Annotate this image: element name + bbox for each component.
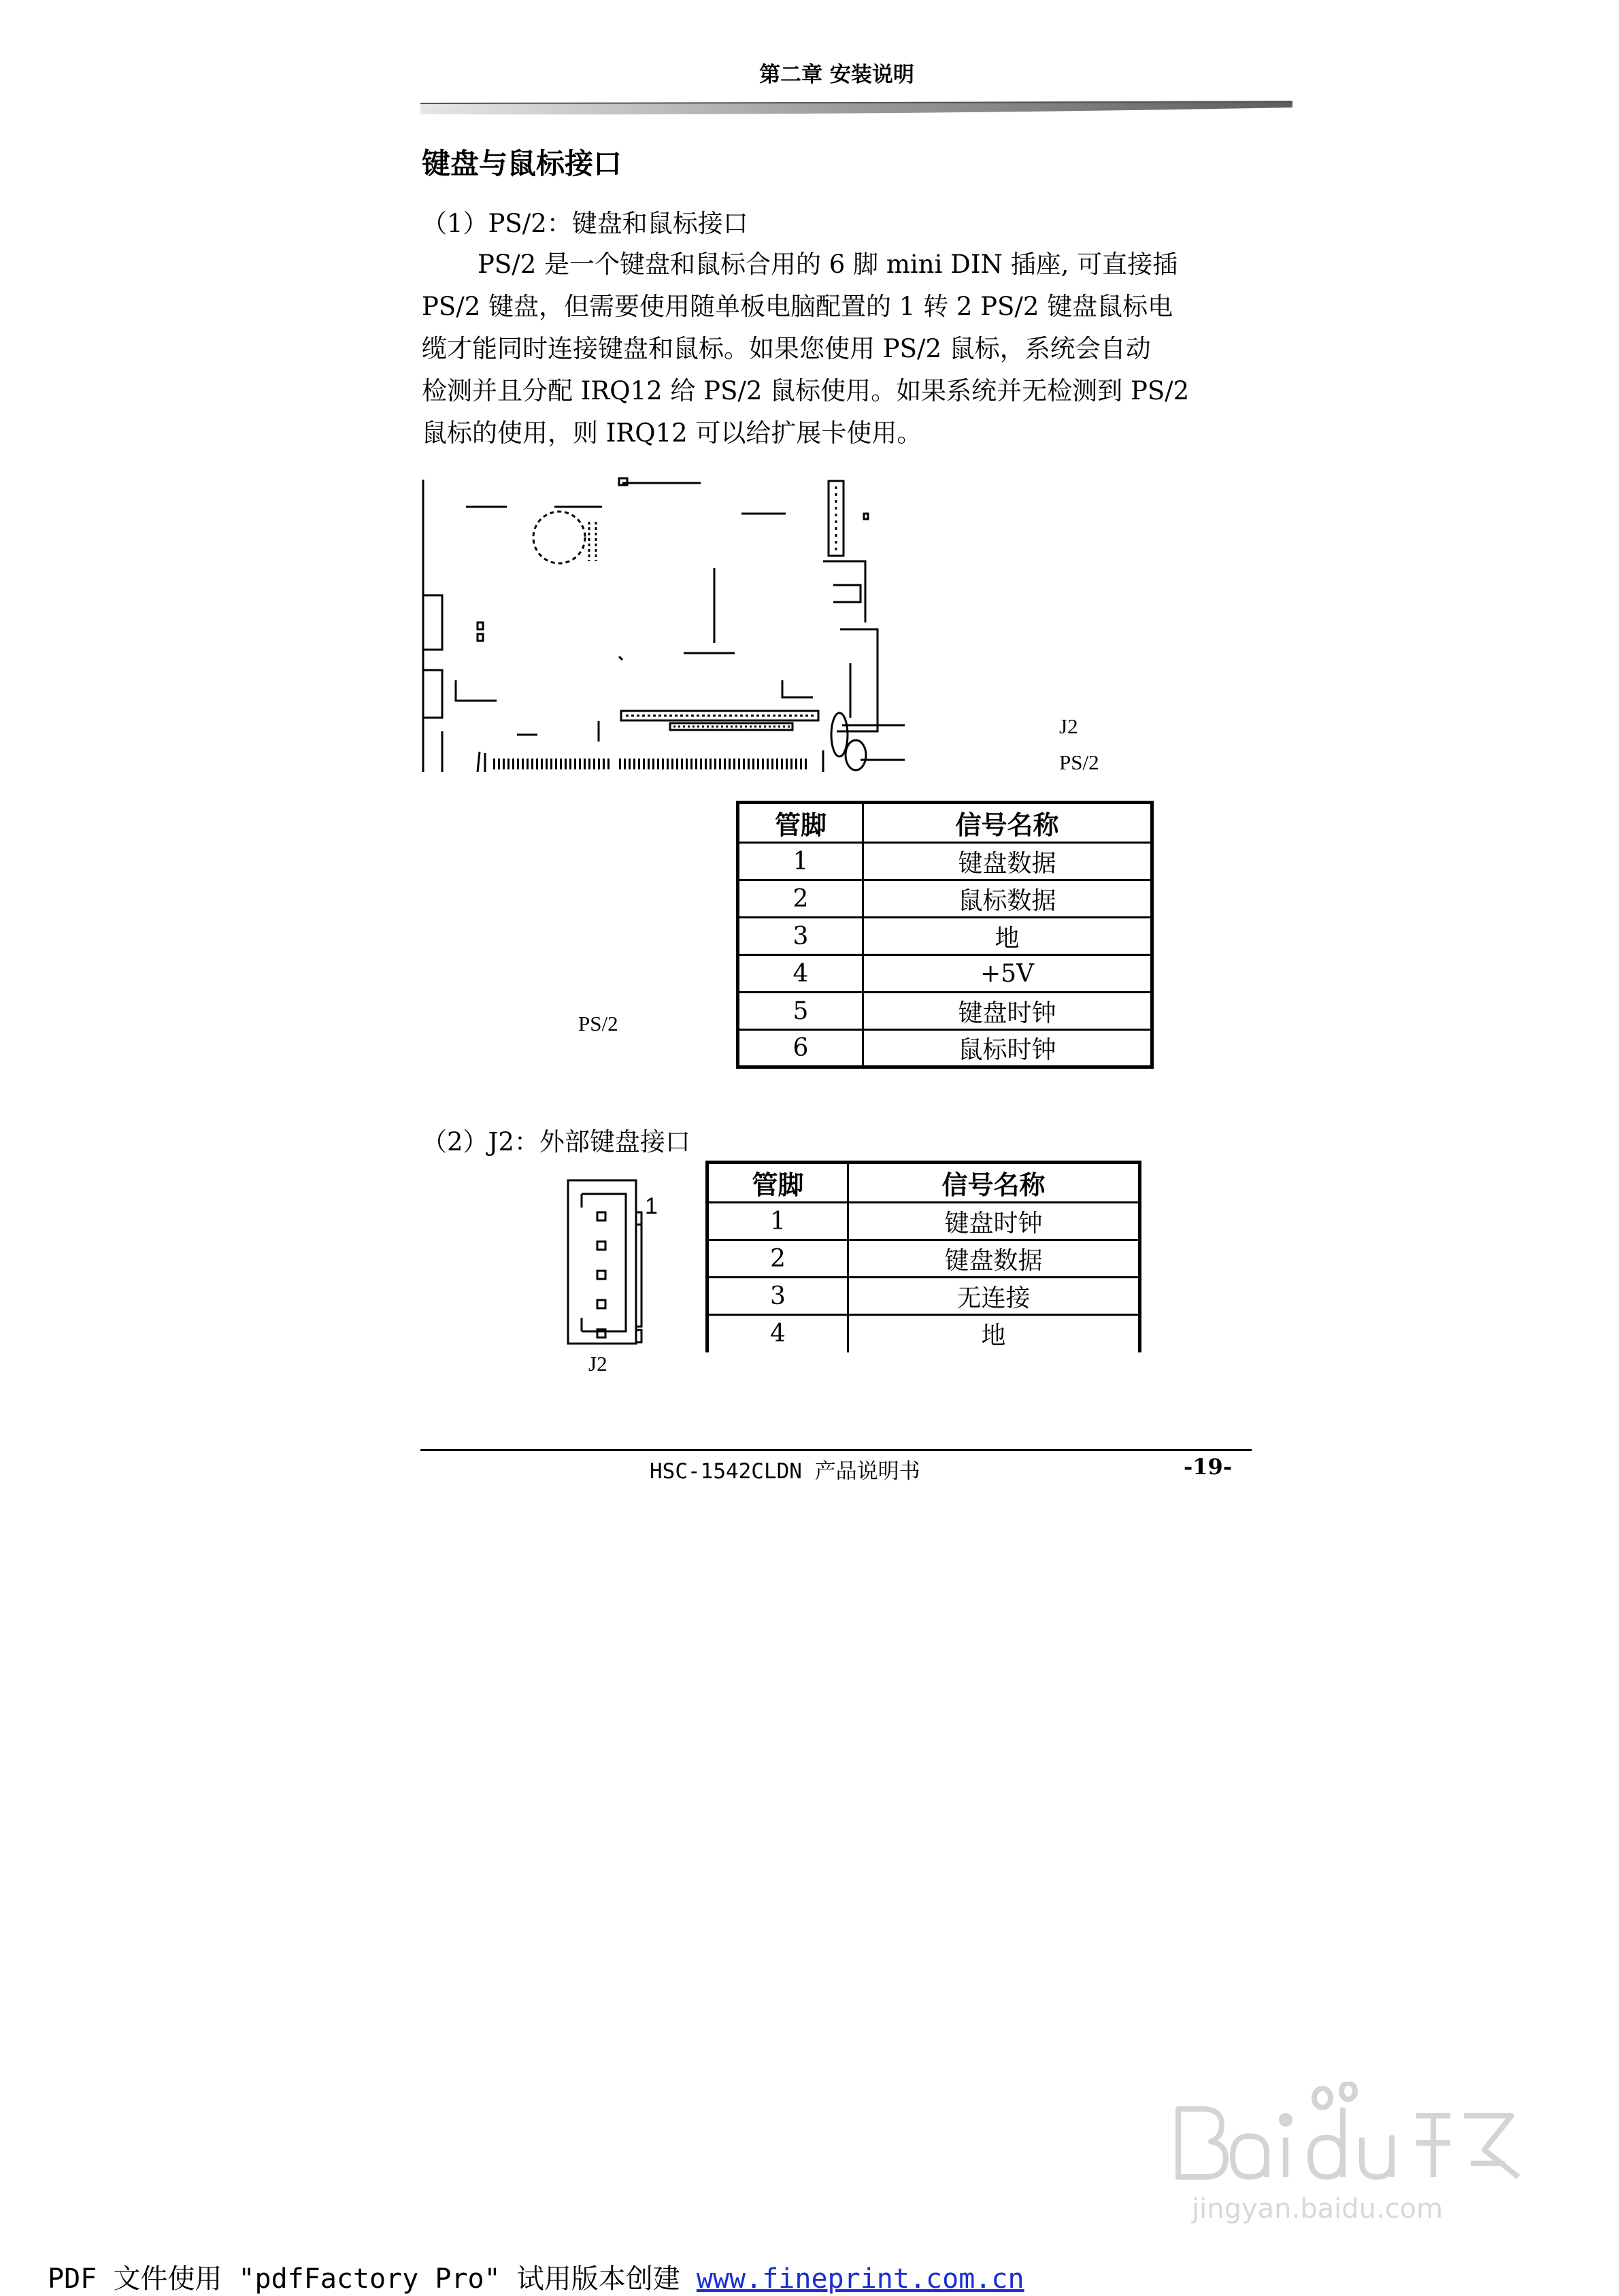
signal-name: 键盘数据: [863, 843, 1152, 880]
table-header-row: [707, 1163, 1140, 1203]
table-row: [738, 993, 1152, 1030]
table-row: [707, 1315, 1140, 1352]
baidu-jingyan-watermark-logo: [1165, 2082, 1546, 2231]
footer-rule: [420, 1449, 1252, 1451]
header-pin: 管脚: [707, 1163, 848, 1203]
header-rule: [420, 101, 1292, 116]
ps2-subtitle: （1）PS/2：键盘和鼠标接口: [422, 209, 748, 238]
j2-pin1-label: 1: [645, 1193, 658, 1219]
table-row: [707, 1278, 1140, 1315]
table-header-row: [738, 803, 1152, 843]
signal-name: +5V: [863, 955, 1152, 993]
signal-name: 键盘时钟: [848, 1203, 1140, 1240]
signal-name: 地: [863, 918, 1152, 955]
signal-name: 键盘数据: [848, 1240, 1140, 1278]
para-line: PS/2 键盘，但需要使用随单板电脑配置的 1 转 2 PS/2 键盘鼠标电: [422, 292, 1173, 321]
pin-number: 2: [707, 1240, 848, 1278]
pdf-notice-text: PDF 文件使用 "pdfFactory Pro" 试用版本创建: [48, 2263, 697, 2295]
fineprint-link[interactable]: www.fineprint.com.cn: [696, 2263, 1024, 2295]
ps2-pin-table: [736, 801, 1154, 1069]
svg-text:jingyan.baidu.com: jingyan.baidu.com: [1192, 2193, 1443, 2225]
table-row: [738, 955, 1152, 993]
pin-number: 3: [738, 918, 863, 955]
ps2-connector-label: PS/2: [578, 1012, 618, 1035]
signal-name: 键盘时钟: [863, 993, 1152, 1030]
header-signal: 信号名称: [848, 1163, 1140, 1203]
pin-number: 6: [738, 1030, 863, 1067]
pin-number: 1: [738, 843, 863, 880]
para-line: 缆才能同时连接键盘和鼠标。如果您使用 PS/2 鼠标，系统会自动: [422, 334, 1151, 363]
signal-name: 无连接: [848, 1278, 1140, 1315]
table-row: [738, 880, 1152, 918]
table-row: [738, 918, 1152, 955]
pin-number: 2: [738, 880, 863, 918]
footer-page-number: -19-: [1184, 1454, 1233, 1480]
j2-pin-table: [705, 1161, 1141, 1352]
pin-number: 3: [707, 1278, 848, 1315]
para-line: 鼠标的使用，则 IRQ12 可以给扩展卡使用。: [422, 418, 922, 448]
footer-manual-name: HSC-1542CLDN 产品说明书: [650, 1459, 920, 1484]
para-line: PS/2 是一个键盘和鼠标合用的 6 脚 mini DIN 插座, 可直接插: [478, 250, 1178, 279]
pin-number: 1: [707, 1203, 848, 1240]
pin-number: 5: [738, 993, 863, 1030]
ps2-arrow-label: PS/2: [1059, 750, 1099, 774]
j2-arrow-label: J2: [1059, 714, 1078, 738]
table-row: [738, 1030, 1152, 1067]
pdf-factory-notice: [48, 2257, 1024, 2296]
header-signal: 信号名称: [863, 803, 1152, 843]
board-outline-diagram: [415, 473, 905, 786]
header-pin: 管脚: [738, 803, 863, 843]
j2-subtitle: （2）J2：外部键盘接口: [422, 1127, 690, 1157]
signal-name: 地: [848, 1315, 1140, 1352]
pin-number: 4: [707, 1315, 848, 1352]
table-row: [707, 1240, 1140, 1278]
page-header-title: 第二章 安装说明: [759, 63, 914, 87]
table-row: [707, 1203, 1140, 1240]
pin-number: 4: [738, 955, 863, 993]
ps2-description: [422, 244, 1252, 454]
para-line: 检测并且分配 IRQ12 给 PS/2 鼠标使用。如果系统并无检测到 PS/2: [422, 376, 1190, 405]
signal-name: 鼠标数据: [863, 880, 1152, 918]
table-row: [738, 843, 1152, 880]
section-title: 键盘与鼠标接口: [422, 147, 622, 180]
j2-connector-label: J2: [588, 1352, 607, 1376]
signal-name: 鼠标时钟: [863, 1030, 1152, 1067]
